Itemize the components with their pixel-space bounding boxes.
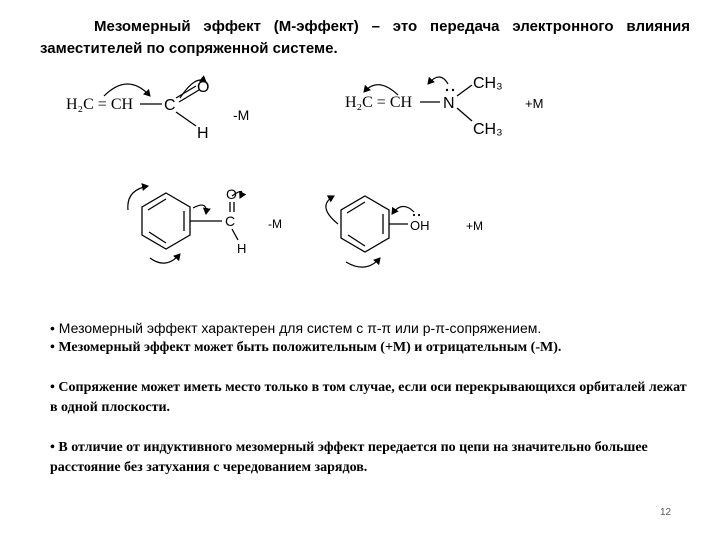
phenol-ring-arrow [346, 258, 380, 267]
benzaldehyde-carbon-label: C [225, 213, 236, 229]
enamine-effect-label: +M [525, 96, 544, 111]
benzaldehyde-ring-arrow [150, 254, 180, 263]
phenol-lone-pair-arrow [392, 206, 414, 214]
benzaldehyde-hydrogen-label: H [237, 241, 247, 256]
acrolein-structure [66, 79, 249, 142]
phenol-effect-label: +M [466, 219, 484, 233]
methyl-top-label: CH₃ [473, 75, 503, 92]
acrolein-oxygen-label: O [197, 79, 210, 96]
enamine-structure [345, 75, 543, 138]
lone-pair-dot [418, 214, 420, 216]
phenol-ring [341, 196, 389, 252]
benzaldehyde-effect-label: -M [268, 217, 282, 231]
phenol-hydroxyl-label: OH [410, 218, 430, 233]
acrolein-carbon-label: C [164, 97, 176, 114]
acrolein-c-o-double-bond [176, 86, 196, 98]
phenol-structure [326, 196, 483, 267]
page-number: 12 [660, 507, 672, 518]
phenol-ring-arrow [326, 196, 338, 224]
lone-pair-dot [413, 214, 415, 216]
acrolein-hydrogen-label: H [197, 125, 209, 142]
slide-title: Мезомерный эффект (М-эффект) – это передача электронного влияния заместителей по сопряженной системе. [40, 18, 690, 57]
acrolein-effect-label: -M [233, 107, 250, 123]
methyl-bottom-label: CH₃ [473, 121, 503, 138]
bullet-3: • Сопряжение может иметь место только в том случае, если оси перекрывающихся орбиталей лежат в одной плоскости. [50, 380, 687, 415]
acrolein-c-h-bond [176, 112, 196, 126]
lone-pair-dot [452, 89, 454, 91]
enamine-nitrogen-label: N [443, 95, 455, 112]
bullet-4: • В отличие от индуктивного мезомерный эффект передается по цепи на значительно большее расстояние без затухания с чередованием зарядов. [50, 440, 648, 475]
bullet-2: • Мезомерный эффект может быть положительным (+М) и отрицательным (-М). [50, 340, 562, 355]
benzaldehyde-oxygen-label: O [226, 186, 237, 202]
benzaldehyde-ring-arrow [128, 186, 148, 210]
benzaldehyde-substituent-arrow [193, 205, 206, 214]
enamine-lone-pair-arrow [428, 77, 448, 84]
enamine-vinyl-label: H₂C = CH [345, 94, 413, 111]
benzaldehyde-ring [142, 193, 190, 249]
lone-pair-dot [446, 89, 448, 91]
benzaldehyde-structure [128, 186, 282, 263]
acrolein-vinyl-label: H₂C = CH [66, 96, 134, 113]
benzaldehyde-c-h-bond [232, 229, 238, 240]
bullet-1: • Мезомерный эффект характерен для систем с π-π или p-π-сопряжением. [50, 320, 542, 336]
acrolein-pi-shift-arrow [104, 84, 150, 96]
